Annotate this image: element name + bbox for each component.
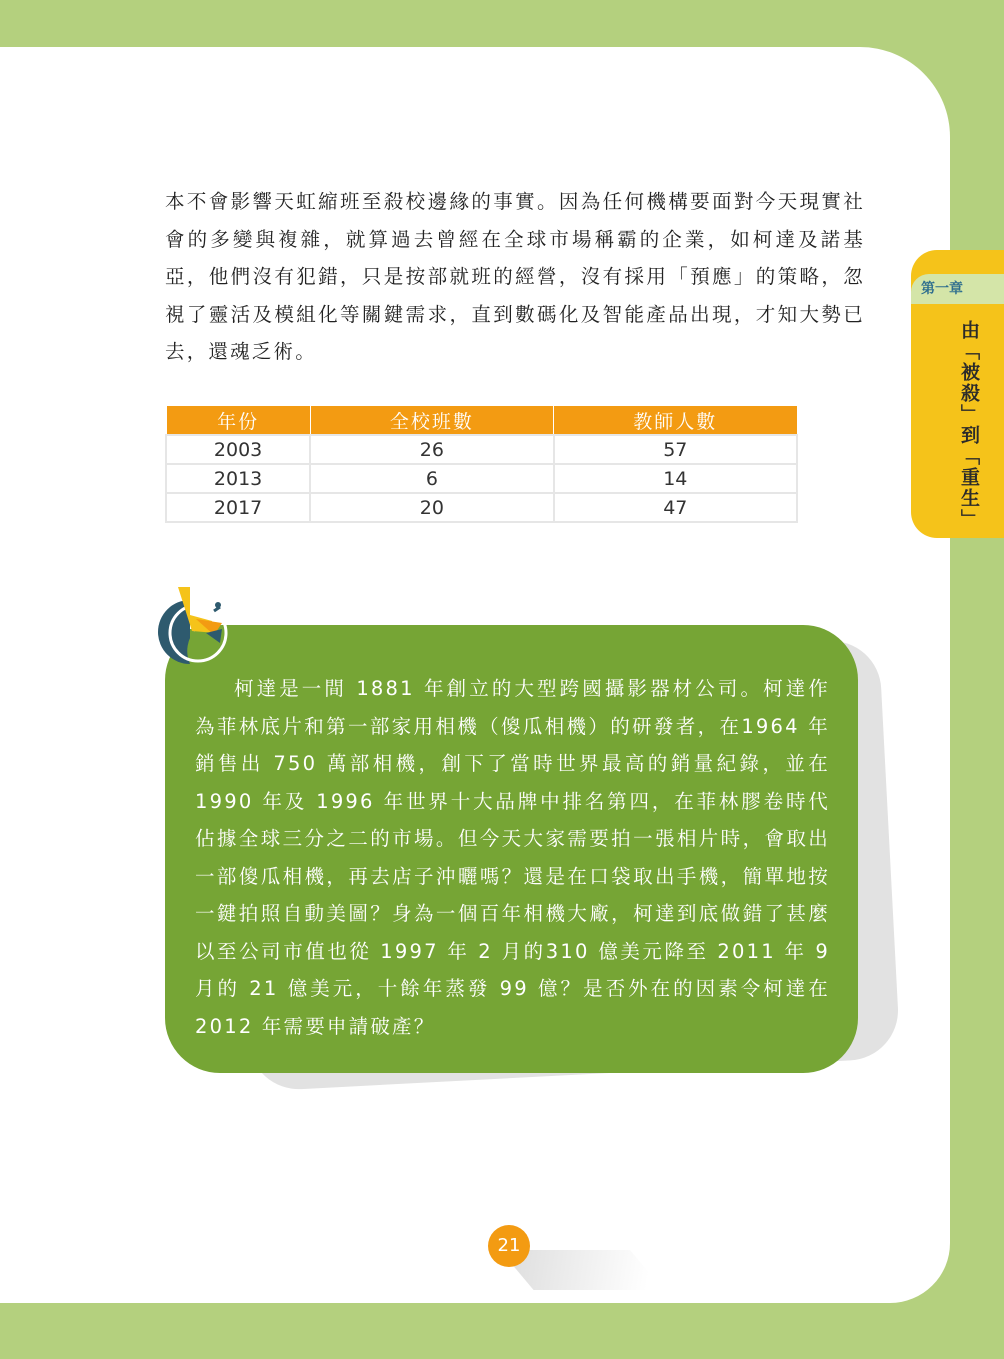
body-paragraph: 本不會影響天虹縮班至殺校邊緣的事實。因為任何機構要面對今天現實社會的多變與複雜，就算過去曾經在全球市場稱霸的企業，如柯達及諾基亞，他們沒有犯錯，只是按部就班的經營，沒有採用「預應」的策略，忽視了靈活及模組化等關鍵需求，直到數碼化及智能產品出現，才知大勢已去，還魂乏術。	[165, 190, 865, 363]
kodak-text: 柯達是一間 1881 年創立的大型跨國攝影器材公司。柯達作為菲林底片和第一部家用相機（傻瓜相機）的研發者，在1964 年銷售出 750 萬部相機，創下了當時世界最高的銷量紀錄，並在 1990 年及 1996 年世界十大品牌中排名第四，在菲林膠卷時代佔據全球三分之二的市場。但今天大家需要拍一張相片時，會取出一部傻瓜相機，再去店子沖曬嗎？還是在口袋取出手機，簡單地按一鍵拍照自動美圖？身為一個百年相機大廠，柯達到底做錯了甚麼以至公司市值也從 1997 年 2 月的310 億美元降至 2011 年 9 月的 21 億美元，十餘年蒸發 99 億？是否外在的因素令柯達在 2012 年需要申請破產？	[195, 677, 830, 1038]
table-cell: 47	[554, 493, 797, 522]
table-row	[166, 464, 797, 493]
header-year: 年份	[166, 406, 310, 436]
pen-nib-icon	[150, 585, 230, 665]
table-cell: 26	[310, 435, 553, 464]
header-classes: 全校班數	[310, 406, 553, 436]
header-teachers: 教師人數	[554, 406, 797, 436]
table-row	[166, 435, 797, 464]
table-cell: 6	[310, 464, 553, 493]
table-cell: 57	[554, 435, 797, 464]
table-cell: 2003	[166, 435, 310, 464]
table-cell: 14	[554, 464, 797, 493]
table-header-row	[166, 406, 797, 436]
table-cell: 20	[310, 493, 553, 522]
page-number: 21	[488, 1225, 530, 1267]
stats-table	[165, 405, 798, 523]
table-row	[166, 493, 797, 522]
table-cell: 2017	[166, 493, 310, 522]
chapter-title: 由「被殺」到「重生」	[958, 320, 980, 530]
chapter-tab[interactable]	[911, 250, 1004, 538]
table-cell: 2013	[166, 464, 310, 493]
chapter-label: 第一章	[911, 274, 1004, 304]
